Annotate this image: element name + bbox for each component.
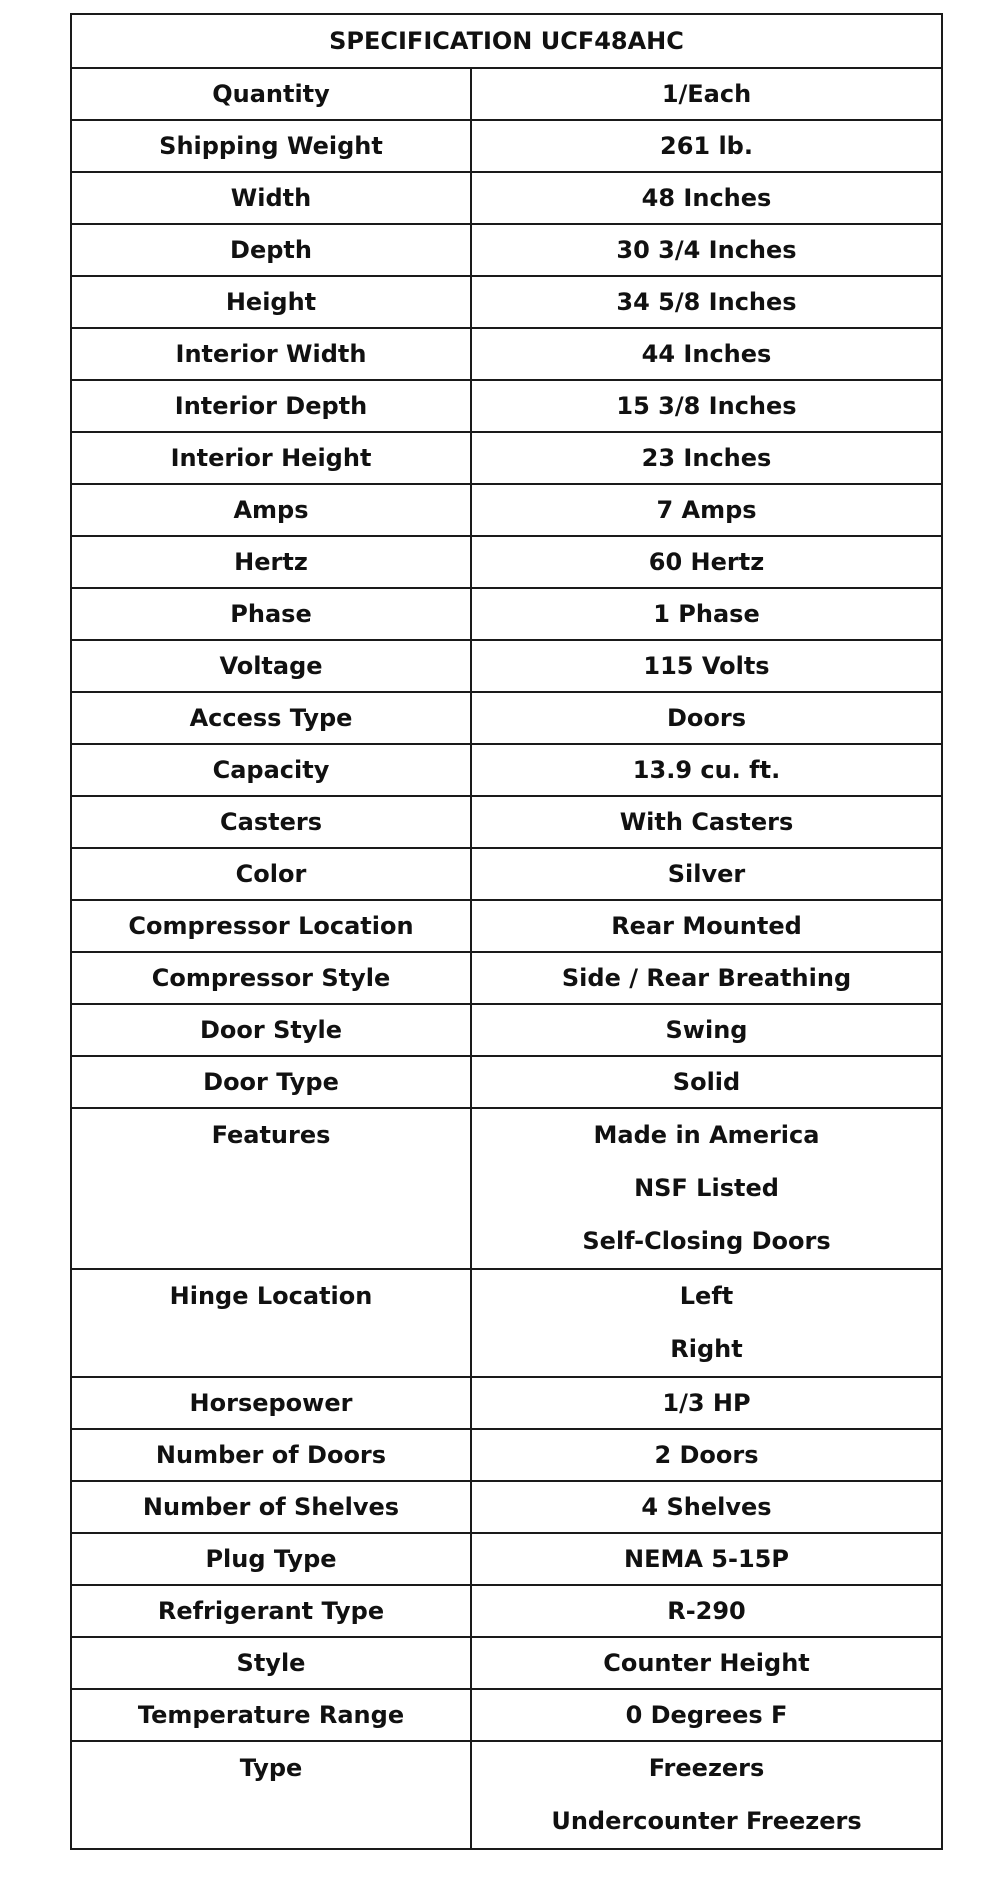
spec-label: Quantity	[71, 68, 471, 120]
spec-value: Left	[679, 1282, 734, 1310]
table-row	[71, 1377, 942, 1429]
table-row	[71, 276, 942, 328]
spec-label: Door Style	[71, 1004, 471, 1056]
spec-label: Depth	[71, 224, 471, 276]
spec-label: Shipping Weight	[71, 120, 471, 172]
spec-label: Features	[71, 1108, 471, 1269]
spec-label: Interior Height	[71, 432, 471, 484]
table-row	[71, 1481, 942, 1533]
spec-label: Number of Shelves	[71, 1481, 471, 1533]
spec-value: NEMA 5-15P	[471, 1533, 942, 1585]
table-row	[71, 588, 942, 640]
spec-value: 48 Inches	[471, 172, 942, 224]
spec-value: Side / Rear Breathing	[471, 952, 942, 1004]
table-row	[71, 952, 942, 1004]
spec-label: Phase	[71, 588, 471, 640]
spec-value: 4 Shelves	[471, 1481, 942, 1533]
table-row	[71, 1689, 942, 1741]
table-row	[71, 1637, 942, 1689]
spec-value: 1/3 HP	[471, 1377, 942, 1429]
table-row	[71, 1004, 942, 1056]
spec-value-cell	[471, 1741, 942, 1849]
table-row	[71, 900, 942, 952]
spec-value: Right	[670, 1335, 743, 1363]
spec-label: Compressor Location	[71, 900, 471, 952]
table-row	[71, 328, 942, 380]
table-row	[71, 1533, 942, 1585]
spec-label: Number of Doors	[71, 1429, 471, 1481]
spec-label: Type	[71, 1741, 471, 1849]
spec-value: 1/Each	[471, 68, 942, 120]
spec-label: Door Type	[71, 1056, 471, 1108]
spec-value: Solid	[471, 1056, 942, 1108]
spec-value: 23 Inches	[471, 432, 942, 484]
table-row	[71, 640, 942, 692]
spec-table	[70, 13, 943, 1850]
spec-label: Refrigerant Type	[71, 1585, 471, 1637]
spec-label: Plug Type	[71, 1533, 471, 1585]
spec-value: 2 Doors	[471, 1429, 942, 1481]
spec-label: Amps	[71, 484, 471, 536]
spec-value: 15 3/8 Inches	[471, 380, 942, 432]
table-row	[71, 68, 942, 120]
table-row	[71, 224, 942, 276]
spec-value: 60 Hertz	[471, 536, 942, 588]
spec-value: 34 5/8 Inches	[471, 276, 942, 328]
spec-value: 261 lb.	[471, 120, 942, 172]
spec-value: Undercounter Freezers	[551, 1807, 862, 1835]
spec-label: Capacity	[71, 744, 471, 796]
spec-label: Height	[71, 276, 471, 328]
spec-label: Width	[71, 172, 471, 224]
spec-value: Freezers	[648, 1754, 765, 1782]
spec-value: 0 Degrees F	[471, 1689, 942, 1741]
spec-label: Interior Width	[71, 328, 471, 380]
table-row	[71, 172, 942, 224]
spec-label: Style	[71, 1637, 471, 1689]
spec-value: 7 Amps	[471, 484, 942, 536]
spec-label: Hinge Location	[71, 1269, 471, 1377]
table-row	[71, 744, 942, 796]
spec-value: Swing	[471, 1004, 942, 1056]
table-row	[71, 432, 942, 484]
spec-value-cell	[471, 1269, 942, 1377]
spec-label: Temperature Range	[71, 1689, 471, 1741]
table-row	[71, 120, 942, 172]
spec-value: 115 Volts	[471, 640, 942, 692]
spec-value: 1 Phase	[471, 588, 942, 640]
table-row	[71, 692, 942, 744]
table-row	[71, 380, 942, 432]
spec-label: Hertz	[71, 536, 471, 588]
spec-value: Counter Height	[471, 1637, 942, 1689]
table-row	[71, 1585, 942, 1637]
spec-label: Casters	[71, 796, 471, 848]
spec-header-row	[71, 14, 942, 68]
spec-value: With Casters	[471, 796, 942, 848]
spec-value: Self-Closing Doors	[582, 1227, 831, 1255]
table-row	[71, 1056, 942, 1108]
spec-label: Access Type	[71, 692, 471, 744]
spec-title: SPECIFICATION UCF48AHC	[71, 14, 942, 68]
table-row	[71, 1108, 942, 1269]
spec-label: Horsepower	[71, 1377, 471, 1429]
spec-value: Doors	[471, 692, 942, 744]
table-row	[71, 484, 942, 536]
spec-label: Color	[71, 848, 471, 900]
spec-value: Rear Mounted	[471, 900, 942, 952]
table-row	[71, 1429, 942, 1481]
spec-value-list	[472, 1742, 941, 1848]
spec-value: R-290	[471, 1585, 942, 1637]
spec-value: Made in America	[593, 1121, 820, 1149]
spec-label: Compressor Style	[71, 952, 471, 1004]
spec-body	[71, 68, 942, 1849]
table-row	[71, 1269, 942, 1377]
spec-label: Interior Depth	[71, 380, 471, 432]
spec-value: 13.9 cu. ft.	[471, 744, 942, 796]
spec-value: 44 Inches	[471, 328, 942, 380]
table-row	[71, 1741, 942, 1849]
spec-value: 30 3/4 Inches	[471, 224, 942, 276]
spec-value-list	[472, 1109, 941, 1268]
table-row	[71, 796, 942, 848]
spec-value: Silver	[471, 848, 942, 900]
table-row	[71, 536, 942, 588]
table-row	[71, 848, 942, 900]
spec-value-list	[472, 1270, 941, 1376]
spec-label: Voltage	[71, 640, 471, 692]
spec-value: NSF Listed	[634, 1174, 779, 1202]
spec-value-cell	[471, 1108, 942, 1269]
